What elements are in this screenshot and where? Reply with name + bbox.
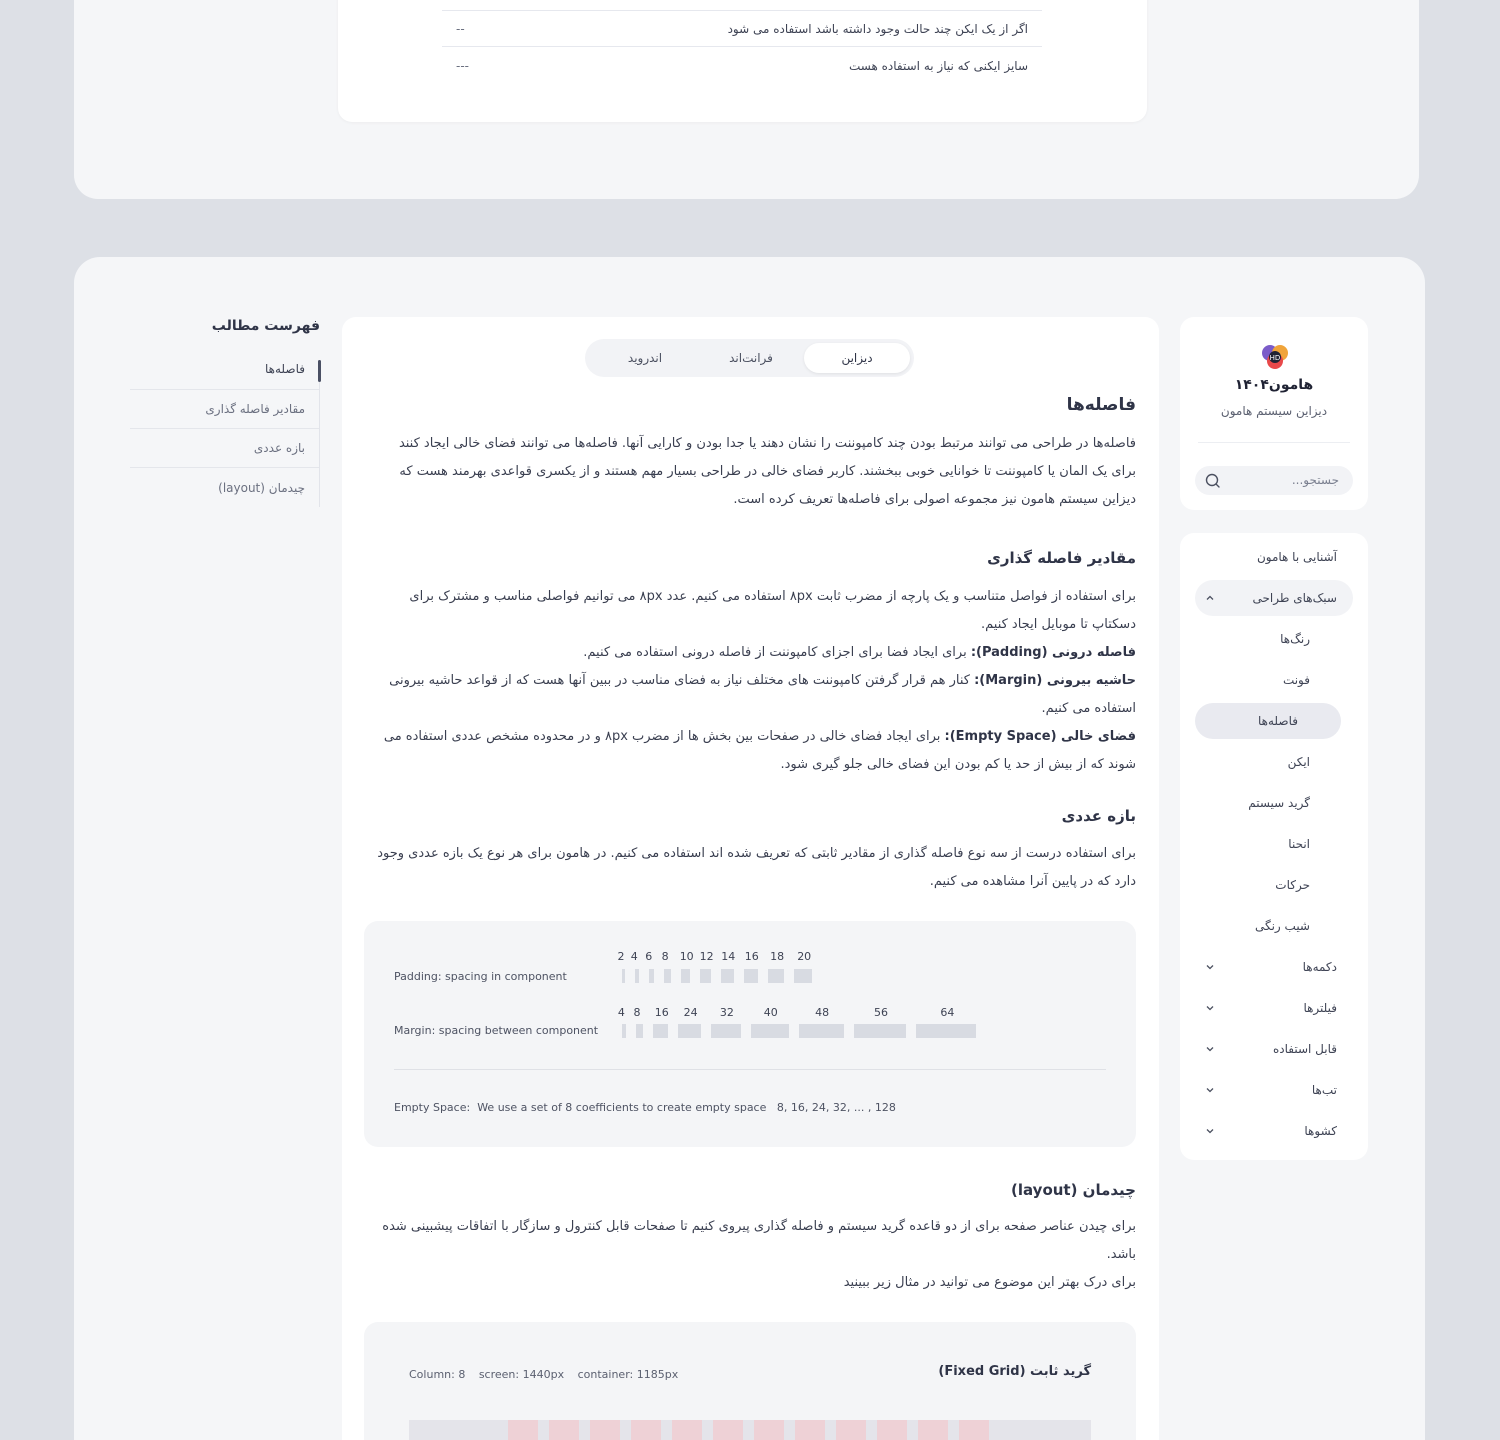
scale-value-label: 8: [661, 950, 669, 963]
chevron-down-icon: [1205, 1085, 1215, 1095]
scale-block: [622, 1024, 626, 1038]
table-cell-desc: اگر از یک ایکن چند حالت وجود داشته باشد استفاده می شود: [727, 21, 1028, 36]
nav-item-colors[interactable]: [1195, 621, 1353, 657]
grid-column: [795, 1420, 825, 1440]
scale-value-label: 32: [719, 1006, 734, 1019]
nav-group-usable[interactable]: [1195, 1031, 1353, 1067]
scale-block: [751, 1024, 789, 1038]
scale-block: [768, 969, 784, 983]
section-title-numeric-range: بازه عددی: [1061, 807, 1136, 825]
grid-column: [754, 1420, 784, 1440]
scale-value-label: 10: [679, 950, 694, 963]
scale-value-label: 64: [940, 1006, 955, 1019]
search-input[interactable]: [1195, 466, 1353, 495]
page-title: فاصله‌ها: [1066, 395, 1136, 415]
scale-value-label: 56: [874, 1006, 888, 1019]
scale-block: [799, 1024, 844, 1038]
table-row: [442, 10, 1042, 47]
paragraph-text: برای درک بهتر این موضوع می توانید در مثال زیر ببینید: [843, 1275, 1136, 1290]
scale-block: [636, 1024, 644, 1038]
scale-block: [649, 969, 654, 983]
content-panel: [342, 317, 1159, 1440]
layout-paragraph: [376, 1213, 1136, 1297]
nav-group-design-styles[interactable]: [1195, 580, 1353, 616]
section-title-spacing-values: مقادیر فاصله گذاری: [987, 549, 1136, 567]
search-icon[interactable]: [1204, 472, 1221, 489]
table-cell-value: ---: [456, 58, 469, 73]
nav-item-motion[interactable]: [1195, 867, 1353, 903]
icon-props-table: [338, 0, 1147, 122]
scale-block: [681, 969, 690, 983]
grid-columns: Column: 8: [409, 1368, 466, 1381]
grid-column: [631, 1420, 661, 1440]
grid-column: [713, 1420, 743, 1440]
search-placeholder: جستجو...: [1291, 473, 1339, 487]
chevron-down-icon: [1205, 962, 1215, 972]
nav-item-label: قابل استفاده: [1272, 1042, 1337, 1056]
scale-value-label: 16: [744, 950, 759, 963]
nav-item-label: رنگ‌ها: [1280, 632, 1310, 646]
scale-value-label: 2: [617, 950, 625, 963]
toc-item-numeric-range[interactable]: بازه عددی: [130, 429, 319, 468]
divider: [394, 1069, 1106, 1070]
nav-item-label: تب‌ها: [1311, 1083, 1337, 1097]
nav-item-label: سبک‌های طراحی: [1252, 591, 1337, 605]
grid-column: [508, 1420, 538, 1440]
nav-item-label: دکمه‌ها: [1302, 960, 1337, 974]
brand-card: [1180, 317, 1368, 510]
toc-active-indicator: [318, 360, 321, 382]
toc-item-spacing[interactable]: فاصله‌ها: [130, 360, 319, 390]
scale-value-label: 8: [633, 1006, 641, 1019]
scale-block: [700, 969, 711, 983]
empty-space-note: [394, 1101, 896, 1114]
table-cell-value: --: [456, 21, 465, 36]
table-cell-desc: سایز ایکنی که نیاز به استفاده هست: [849, 58, 1028, 73]
toc-list: [130, 360, 320, 507]
scale-value-label: 6: [645, 950, 653, 963]
padding-scale-label: Padding: spacing in component: [394, 970, 567, 983]
scale-value-label: 48: [815, 1006, 830, 1019]
table-of-contents: [130, 318, 320, 495]
spacing-values-paragraph: [376, 583, 1136, 779]
scale-block: [635, 969, 639, 983]
table-row: [442, 47, 1042, 84]
scale-value-label: 4: [617, 1006, 625, 1019]
toc-item-layout[interactable]: چیدمان (layout): [218, 480, 305, 495]
scale-value-label: 18: [770, 950, 785, 963]
grid-column: [836, 1420, 866, 1440]
spacing-scale-illustration: [364, 921, 1136, 1147]
grid-column: [959, 1420, 989, 1440]
chevron-up-icon: [1205, 593, 1215, 603]
nav-item-label: فونت: [1282, 673, 1310, 687]
brand-wordmark: هامون۱۴۰۴: [1234, 377, 1314, 393]
scale-block: [664, 969, 671, 983]
nav-group-drawers[interactable]: [1195, 1113, 1353, 1149]
empty-space-term: فضای خالی (Empty Space):: [944, 729, 1136, 744]
scale-value-label: 24: [683, 1006, 698, 1019]
nav-item-label: فیلترها: [1303, 1001, 1337, 1015]
empty-space-values: 8, 16, 24, 32, ... , 128: [776, 1101, 896, 1114]
scale-block: [711, 1024, 741, 1038]
grid-column: [918, 1420, 948, 1440]
scale-block: [916, 1024, 976, 1038]
scale-block: [721, 969, 734, 983]
nav-item-label: حرکات: [1275, 878, 1310, 892]
grid-screen: screen: 1440px: [478, 1368, 565, 1381]
nav-item-gradient[interactable]: [1195, 908, 1353, 944]
margin-scale-label: Margin: spacing between component: [394, 1024, 599, 1037]
toc-item-spacing-values[interactable]: مقادیر فاصله گذاری: [130, 390, 319, 429]
margin-term: حاشیه بیرونی (Margin):: [974, 673, 1136, 688]
nav-item-label: فاصله‌ها: [1258, 714, 1298, 728]
tab-frontend[interactable]: فرانت‌اند: [729, 351, 773, 365]
grid-column: [877, 1420, 907, 1440]
scale-value-label: 16: [654, 1006, 669, 1019]
divider: [1198, 442, 1350, 443]
scale-block: [653, 1024, 668, 1038]
grid-preview: [409, 1420, 1091, 1440]
side-navigation: [1180, 533, 1368, 1160]
toc-title: فهرست مطالب: [211, 318, 320, 334]
paragraph-text: کنار هم قرار گرفتن کامپوننت های مختلف نیاز به فضای مناسب در ببین آنها هست که از قواعد حاشیه بیرونی استفاده می کنیم.: [389, 673, 1136, 716]
numeric-range-paragraph: برای استفاده درست از سه نوع فاصله گذاری از مقادیر ثابتی که تعریف شده اند استفاده می کنیم. در هامون برای هر نوع یک بازه عددی وجود دارد که در پایین آنرا مشاهده می کنیم.: [377, 846, 1136, 889]
scale-block: [678, 1024, 701, 1038]
padding-term: فاصله درونی (Padding):: [970, 645, 1136, 660]
scale-block: [794, 969, 812, 983]
scale-value-label: 20: [797, 950, 812, 963]
grid-column: [672, 1420, 702, 1440]
chevron-down-icon: [1205, 1044, 1215, 1054]
section-title-layout: چیدمان (layout): [1011, 1181, 1136, 1199]
tab-design[interactable]: دیزاین: [804, 343, 910, 373]
nav-item-label: انحنا: [1288, 837, 1310, 851]
nav-group-buttons[interactable]: [1195, 949, 1353, 985]
scale-block: [744, 969, 758, 983]
nav-item-font[interactable]: [1195, 662, 1353, 698]
nav-item-label: کشوها: [1304, 1124, 1337, 1138]
intro-paragraph: فاصله‌ها در طراحی می توانند مرتبط بودن چند کامپوننت را نشان دهند یا جدا بودن و کارایی آنها. فاصله‌ها می توانند فضای خالی ایجاد کنند برای یک المان یا کامپوننت تا خوانایی خوبی ببخشند. کاربر فضای خالی در طراحی بسیار مهم هستند و از یکسری قواعدی بهرمند هست که دیزاین سیستم هامون نیز مجموعه اصولی برای فاصله‌ها تعریف کرده است.: [398, 436, 1136, 507]
scale-block: [622, 969, 625, 983]
empty-space-desc: We use a set of 8 coefficients to create empty space: [477, 1101, 767, 1114]
nav-group-filters[interactable]: [1195, 990, 1353, 1026]
grid-container: container: 1185px: [577, 1368, 679, 1381]
fixed-grid-example: [364, 1322, 1136, 1440]
chevron-down-icon: [1205, 1003, 1215, 1013]
scale-value-label: 12: [699, 950, 714, 963]
nav-group-tabs[interactable]: [1195, 1072, 1353, 1108]
paragraph-text: برای چیدن عناصر صفحه برای از دو قاعده گرید سیستم و فاصله گذاری پیروی کنیم تا صفحات قابل کنترول و سازگار با اتفاقات پیشبینی شده باشد.: [382, 1219, 1136, 1262]
hamoon-logo-icon: [1259, 341, 1291, 373]
grid-column: [590, 1420, 620, 1440]
nav-item-radius[interactable]: [1195, 826, 1353, 862]
nav-item-spacing[interactable]: [1195, 703, 1341, 739]
grid-column: [549, 1420, 579, 1440]
grid-title: گرید ثابت (Fixed Grid): [938, 1364, 1091, 1379]
empty-space-label: Empty Space:: [394, 1101, 471, 1114]
nav-item-grid-system[interactable]: [1195, 785, 1353, 821]
chevron-down-icon: [1205, 1126, 1215, 1136]
paragraph-text: برای ایجاد فضای خالی در صفحات بین بخش ها از مضرب ۸px و در محدوده مشخص عددی استفاده می شوند که از بیش از حد یا کم بودن این فضای خالی جلو گیری شود.: [383, 729, 1136, 772]
scale-value-label: 4: [630, 950, 638, 963]
nav-item-label: آشنایی با هامون: [1256, 550, 1337, 564]
paragraph-text: برای ایجاد فضا برای اجزای کامپوننت از فاصله درونی استفاده می کنیم.: [583, 645, 971, 660]
brand-subtitle: دیزاین سیستم هامون: [1220, 404, 1328, 418]
nav-item-label: گرید سیستم: [1248, 796, 1310, 810]
nav-item-label: ایکن: [1287, 755, 1310, 769]
svg-text:HD: HD: [1269, 354, 1281, 362]
nav-item-label: شیب رنگی: [1254, 919, 1310, 933]
scale-value-label: 14: [721, 950, 736, 963]
platform-tabs: [585, 339, 914, 377]
tab-android[interactable]: اندروید: [627, 351, 663, 365]
paragraph-text: برای استفاده از فواصل متناسب و یک پارچه از مضرب ثابت ۸px استفاده می کنیم. عدد ۸px می توانیم فواصلی مناسب و مشترک برای دسکتاپ تا موبایل ایجاد کنیم.: [409, 589, 1136, 632]
grid-meta: [409, 1368, 688, 1381]
nav-item-intro[interactable]: [1195, 539, 1353, 575]
nav-item-icon[interactable]: [1195, 744, 1353, 780]
scale-value-label: 40: [763, 1006, 778, 1019]
scale-block: [854, 1024, 907, 1038]
